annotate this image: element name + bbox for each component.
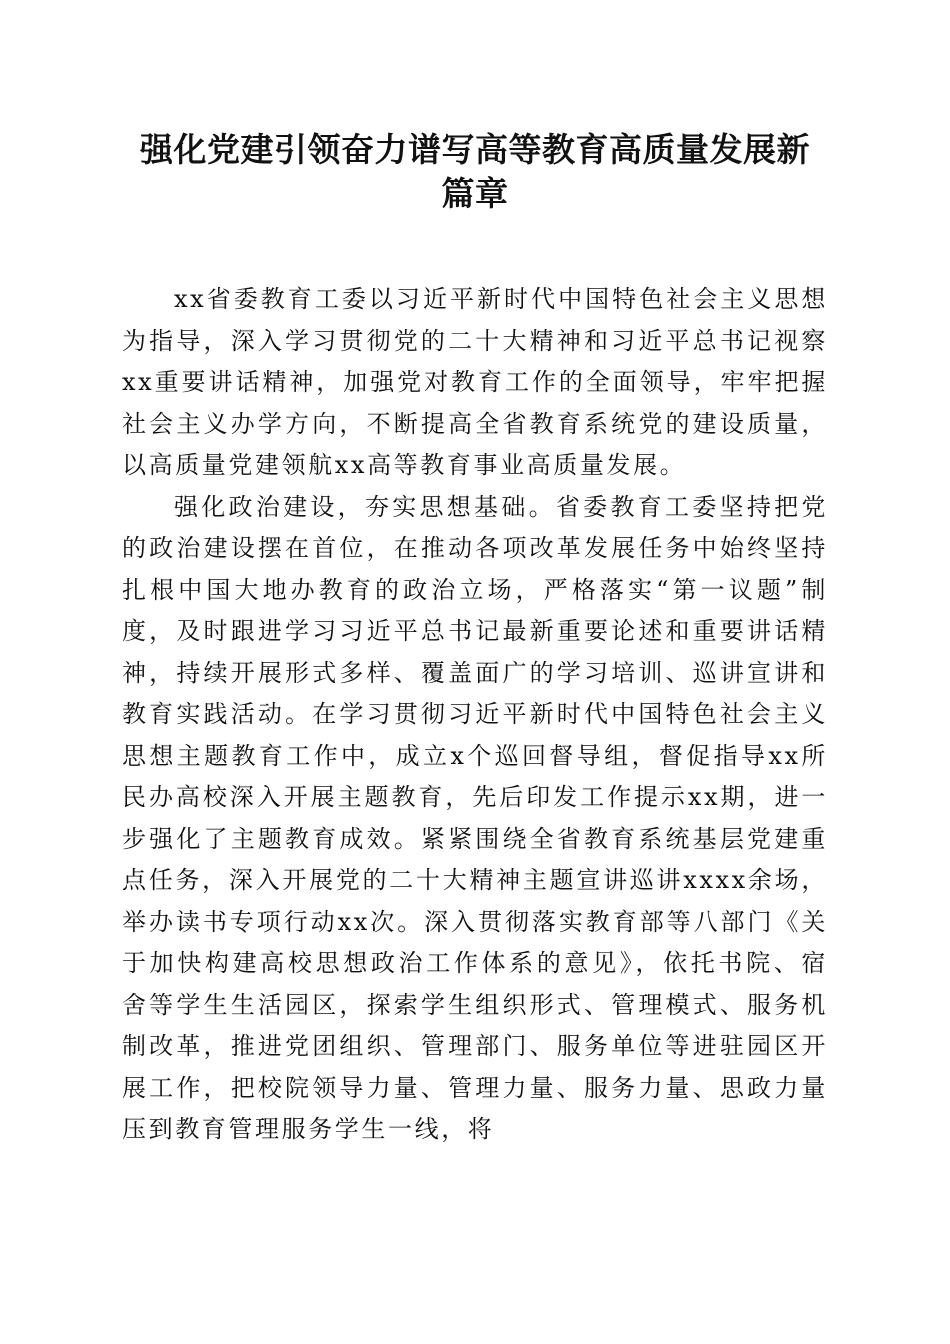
paragraph-intro: xx省委教育工委以习近平新时代中国特色社会主义思想为指导，深入学习贯彻党的二十大精神和习近平总书记视察xx重要讲话精神，加强党对教育工作的全面领导，牢牢把握社会主义办学方向，不断提高全省教育系统党的建设质量，以高质量党建领航xx高等教育事业高质量发展。 bbox=[122, 285, 828, 479]
document-body bbox=[122, 279, 828, 1151]
paragraph-political-building: 强化政治建设，夯实思想基础。省委教育工委坚持把党的政治建设摆在首位，在推动各项改革发展任务中始终坚持扎根中国大地办教育的政治立场，严格落实“第一议题”制度，及时跟进学习习近平总书记最新重要论述和重要讲话精神，持续开展形式多样、覆盖面广的学习培训、巡讲宣讲和教育实践活动。在学习贯彻习近平新时代中国特色社会主义思想主题教育工作中，成立x个巡回督导组，督促指导xx所民办高校深入开展主题教育，先后印发工作提示xx期，进一步强化了主题教育成效。紧紧围绕全省教育系统基层党建重点任务，深入开展党的二十大精神主题宣讲巡讲xxxx余场，举办读书专项行动xx次。深入贯彻落实教育部等八部门《关于加快构建高校思想政治工作体系的意见》，依托书院、宿舍等学生生活园区，探索学生组织形式、管理模式、服务机制改革，推进党团组织、管理部门、服务单位等进驻园区开展工作，把校院领导力量、管理力量、服务力量、思政力量压到教育管理服务学生一线，将 bbox=[122, 492, 828, 1143]
title-line-2: 篇章 bbox=[441, 174, 509, 213]
title-line-1: 强化党建引领奋力谱写高等教育高质量发展新 bbox=[140, 130, 810, 169]
document-title bbox=[100, 128, 850, 216]
